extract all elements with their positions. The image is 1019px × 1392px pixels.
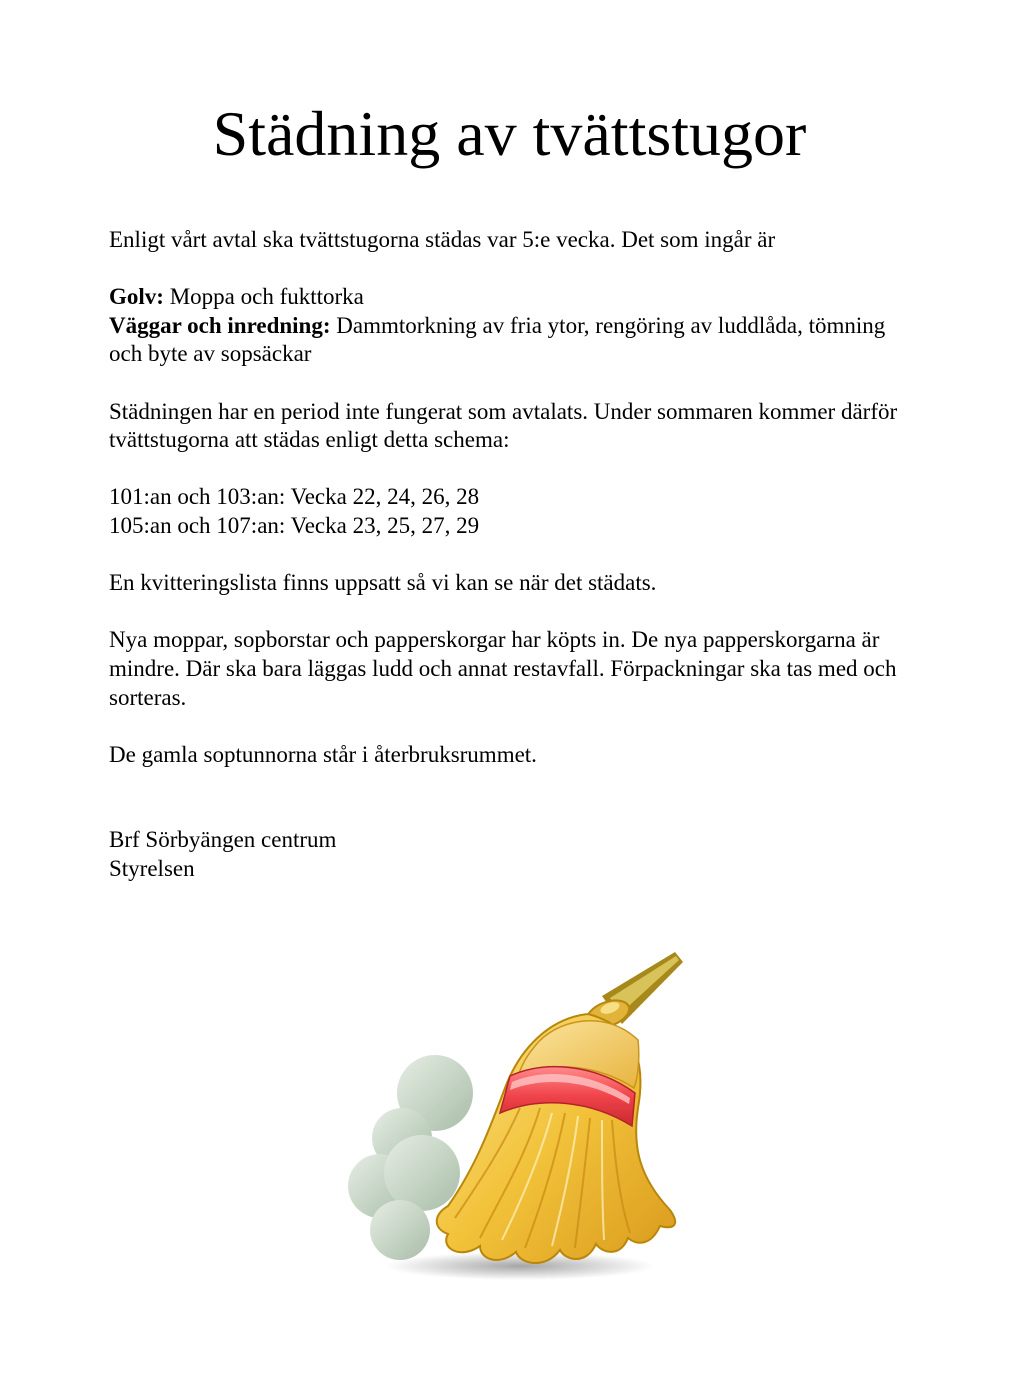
signature-organization: Brf Sörbyängen centrum [109,827,337,852]
schedule-line-2: 105:an och 107:an: Vecka 23, 25, 27, 29 [109,512,480,538]
broom-icon [340,948,690,1298]
schedule-line-1: 101:an och 103:an: Vecka 22, 24, 26, 28 [109,484,480,510]
document-body [109,226,909,798]
task-floor-label: Golv: [109,284,164,310]
notice-paragraph: Städningen har en period inte fungerat som avtalats. Under sommaren kommer därför tvättstugorna att städas enligt detta schema: [109,398,898,453]
task-floor [109,283,909,312]
signature-block [109,826,336,883]
intro-paragraph: Enligt vårt avtal ska tvättstugorna städas var 5:e vecka. Det som ingår är [109,227,776,252]
signature-board: Styrelsen [109,855,195,881]
task-walls-text: Dammtorkning av fria ytor, rengöring av luddlåda, tömning och byte av sopsäckar [109,312,886,367]
task-walls [109,312,909,369]
old-bins-paragraph: De gamla soptunnorna står i återbruksrummet. [109,741,537,767]
task-floor-text: Moppa och fukttorka [163,284,364,310]
task-walls-label: Väggar och inredning: [109,312,331,338]
purchases-paragraph: Nya moppar, sopborstar och papperskorgar har köpts in. De nya papperskorgarna är mindre. Där ska bara läggas ludd och annat restavfall. Förpackningar ska tas med och sorteras. [109,627,897,710]
page-title: Städning av tvättstugor [212,98,807,169]
checklist-paragraph: En kvitteringslista finns uppsatt så vi kan se när det städats. [109,570,657,596]
